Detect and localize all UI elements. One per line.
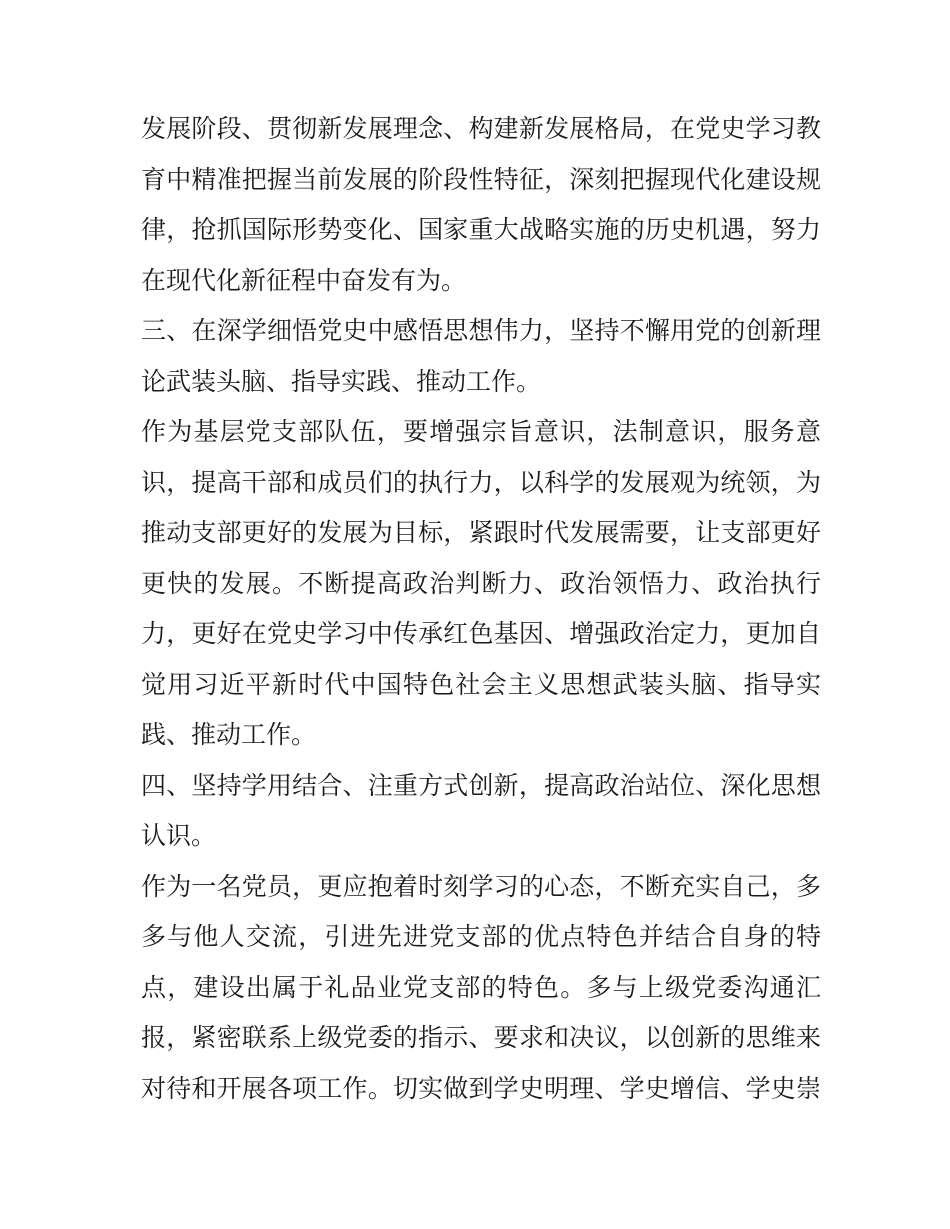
text-line: 践、推动工作。 (141, 720, 317, 749)
section-heading-3: 三、在深学细悟党史中感悟思想伟力，坚持不懈用党的创新理 (141, 316, 821, 345)
text-line: 推动支部更好的发展为目标，紧跟时代发展需要，让支部更好 (141, 518, 821, 547)
section-heading-4-cont: 认识。 (141, 821, 217, 850)
text-line: 在现代化新征程中奋发有为。 (141, 265, 467, 295)
text-line: 更快的发展。不断提高政治判断力、政治领悟力、政治执行 (141, 568, 821, 598)
text-line: 识，提高干部和成员们的执行力，以科学的发展观为统领，为 (141, 467, 821, 497)
text-line: 多与他人交流，引进先进党支部的优点特色并结合自身的特 (141, 922, 821, 951)
section-heading-3-cont: 论武装头脑、指导实践、推动工作。 (141, 366, 542, 396)
text-line: 对待和开展各项工作。切实做到学史明理、学史增信、学史崇 (141, 1073, 821, 1103)
text-line: 点，建设出属于礼品业党支部的特色。多与上级党委沟通汇 (141, 972, 821, 1002)
text-line: 作为一名党员，更应抱着时刻学习的心态，不断充实自己，多 (141, 871, 821, 901)
document-body (141, 104, 821, 1114)
text-line: 报，紧密联系上级党委的指示、要求和决议，以创新的思维来 (141, 1023, 821, 1052)
text-line: 作为基层党支部队伍，要增强宗旨意识，法制意识，服务意 (141, 417, 821, 446)
section-heading-4: 四、坚持学用结合、注重方式创新，提高政治站位、深化思想 (141, 770, 821, 800)
text-line: 发展阶段、贯彻新发展理念、构建新发展格局，在党史学习教 (141, 114, 821, 143)
text-line: 律，抢抓国际形势变化、国家重大战略实施的历史机遇，努力 (141, 215, 821, 244)
text-line: 觉用习近平新时代中国特色社会主义思想武装头脑、指导实 (141, 669, 821, 699)
text-line: 育中精准把握当前发展的阶段性特征，深刻把握现代化建设规 (141, 164, 821, 194)
text-line: 力，更好在党史学习中传承红色基因、增强政治定力，更加自 (141, 619, 821, 648)
